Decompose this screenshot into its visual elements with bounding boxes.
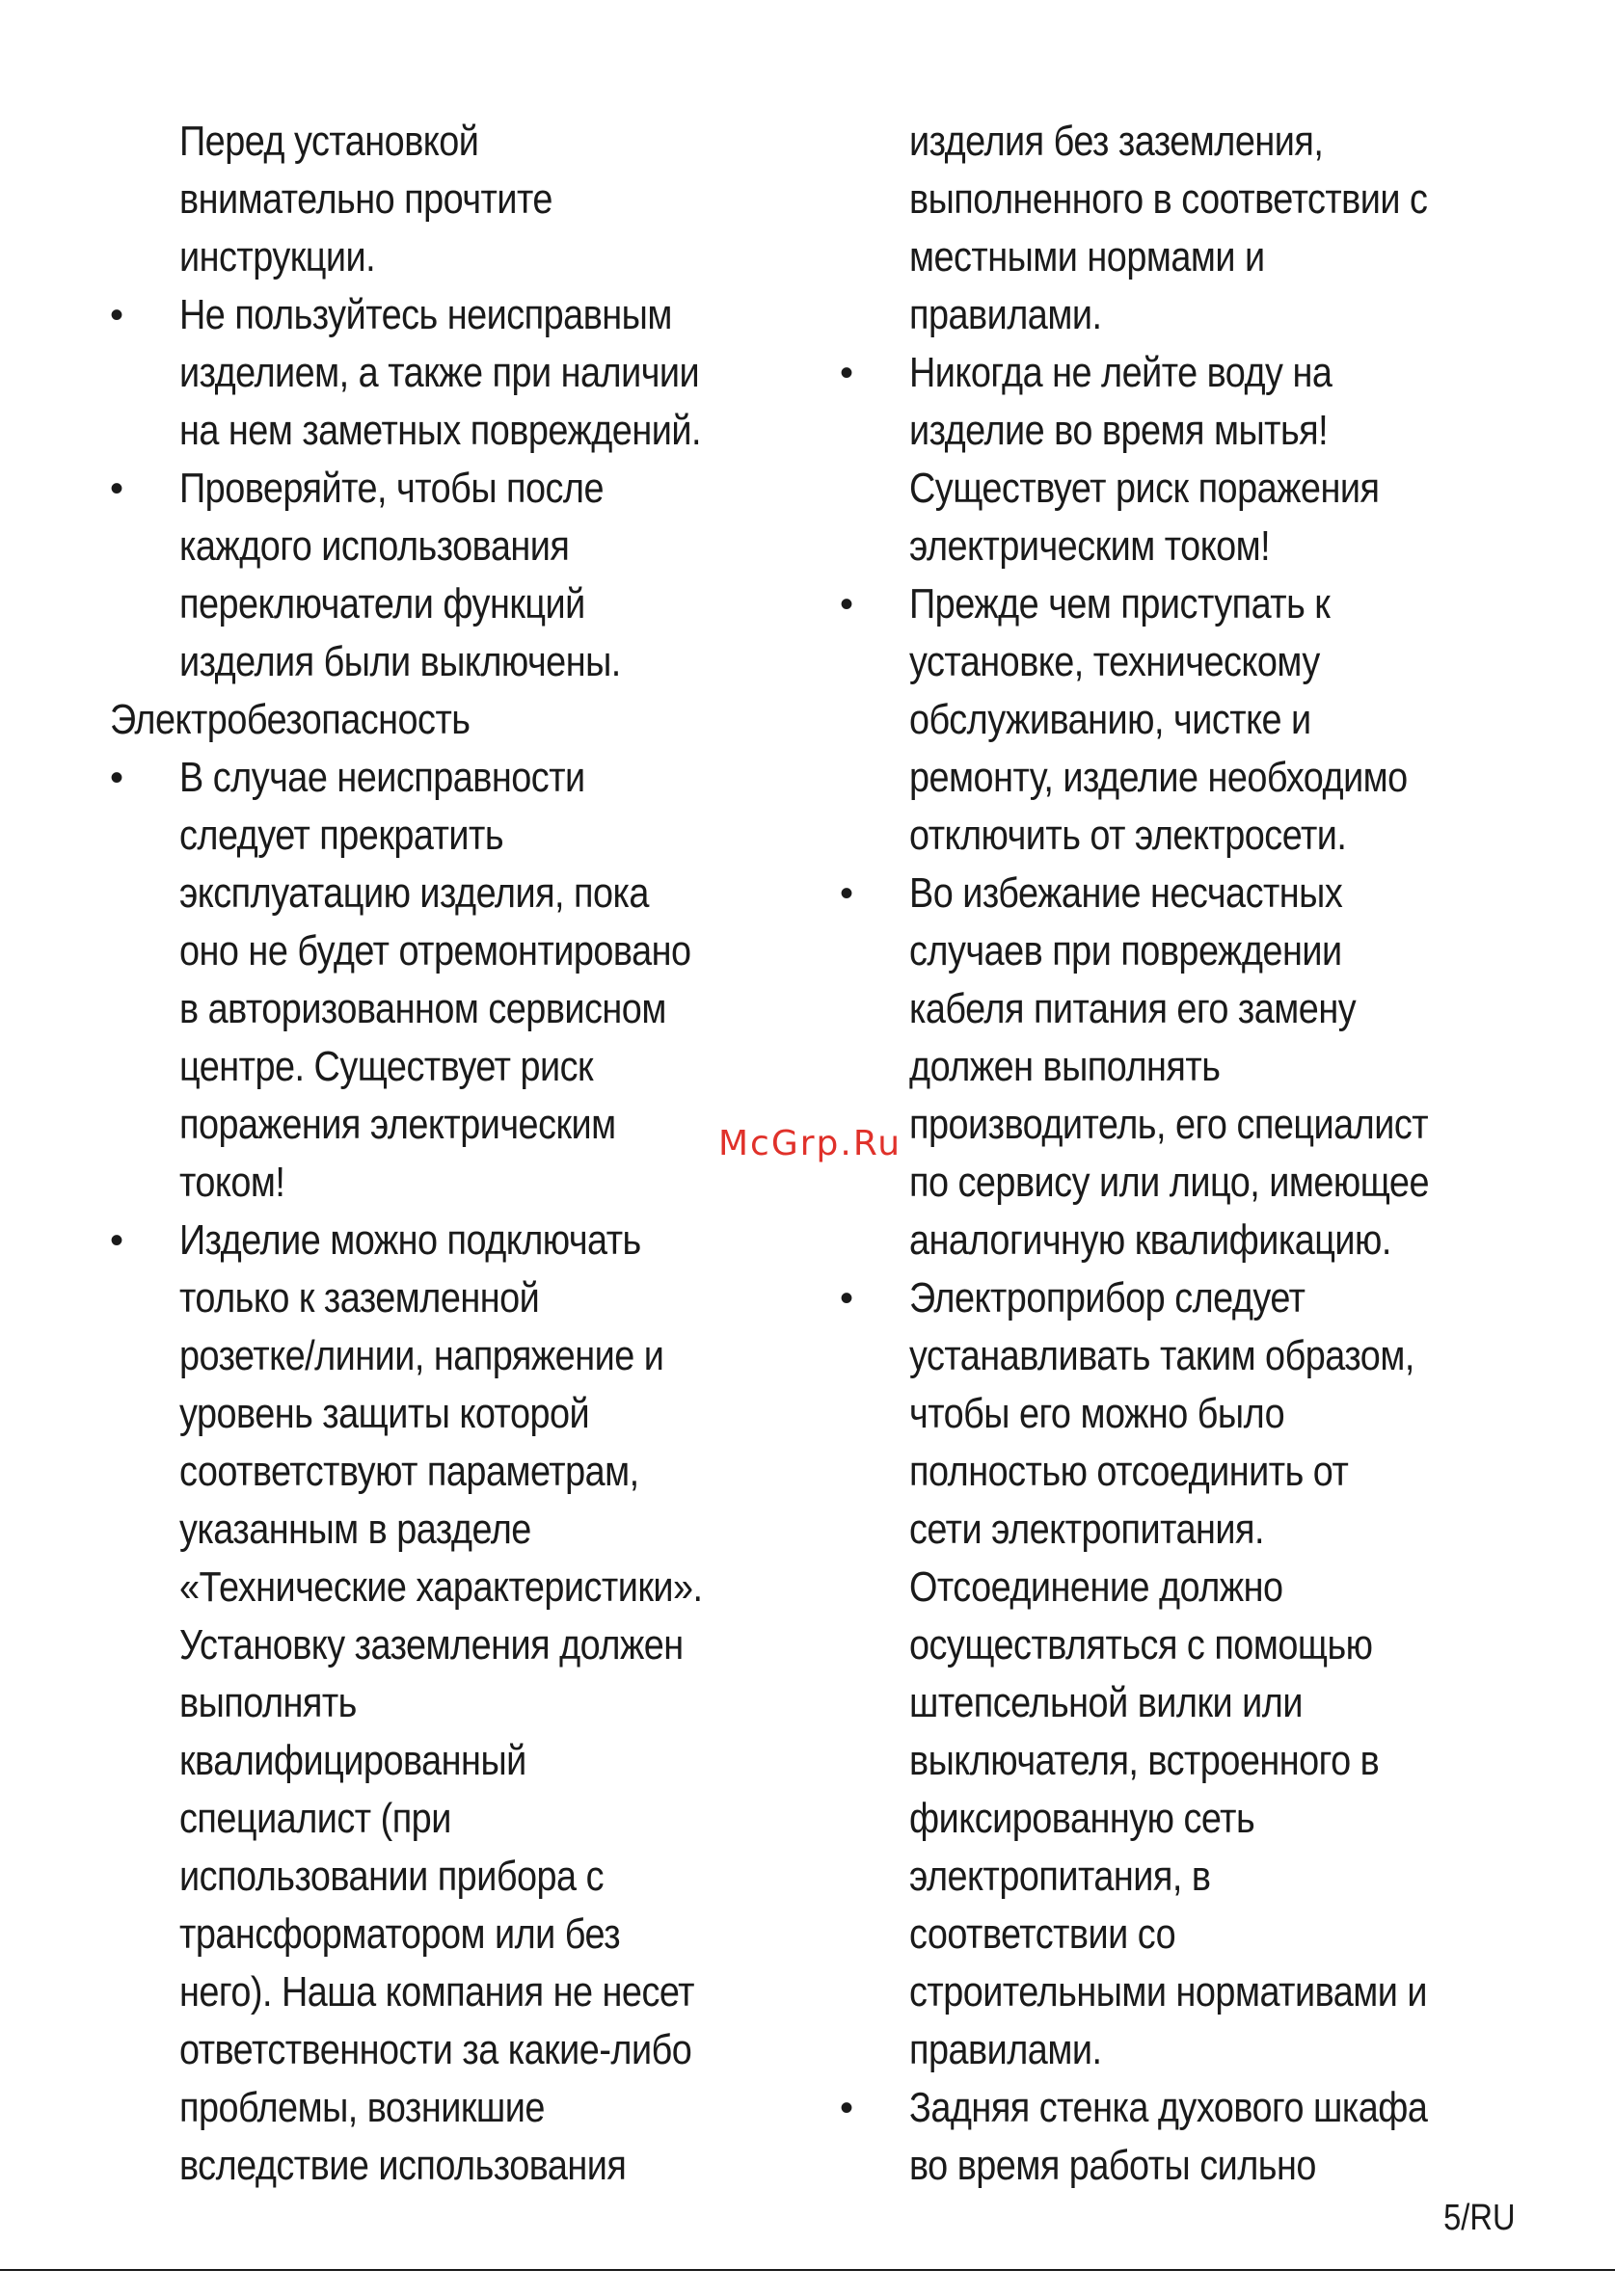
text-line: квалифицированный xyxy=(179,1737,526,1784)
text-line: строительными нормативами и xyxy=(909,1968,1428,2016)
text-line: ремонту, изделие необходимо xyxy=(909,754,1408,801)
text-line: Задняя стенка духового шкафа xyxy=(909,2084,1428,2131)
bullet-icon: • xyxy=(110,467,124,510)
text-line: устанавливать таким образом, xyxy=(909,1332,1414,1379)
bullet-icon: • xyxy=(840,1277,854,1320)
text-line: выключателя, встроенного в xyxy=(909,1737,1380,1784)
bullet-icon: • xyxy=(110,294,124,336)
text-line: изделия были выключены. xyxy=(179,638,621,685)
text-line: Не пользуйтесь неисправным xyxy=(179,291,672,338)
text-line: внимательно прочтите xyxy=(179,175,552,223)
text-line: Проверяйте, чтобы после xyxy=(179,465,604,512)
text-line: следует прекратить xyxy=(179,812,504,859)
text-line: штепсельной вилки или xyxy=(909,1679,1303,1726)
text-line: эксплуатацию изделия, пока xyxy=(179,869,649,917)
text-line: выполнять xyxy=(179,1679,357,1726)
text-line: сети электропитания. xyxy=(909,1506,1264,1553)
text-line: аналогичную квалификацию. xyxy=(909,1216,1391,1264)
text-line: Во избежание несчастных xyxy=(909,869,1343,917)
text-line: случаев при повреждении xyxy=(909,927,1342,974)
bullet-icon: • xyxy=(110,757,124,799)
text-line: чтобы его можно было xyxy=(909,1390,1285,1437)
bullet-icon: • xyxy=(110,1219,124,1262)
bottom-divider xyxy=(0,2269,1615,2271)
section-heading: Электробезопасность xyxy=(110,696,471,743)
text-line: проблемы, возникшие xyxy=(179,2084,545,2131)
text-line: электрическим током! xyxy=(909,522,1271,570)
text-line: вследствие использования xyxy=(179,2142,627,2189)
text-line: Изделие можно подключать xyxy=(179,1216,641,1264)
text-line: переключатели функций xyxy=(179,580,585,627)
text-line: выполненного в соответствии с xyxy=(909,175,1428,223)
text-line: изделием, а также при наличии xyxy=(179,349,700,396)
text-line: указанным в разделе xyxy=(179,1506,531,1553)
text-line: электропитания, в xyxy=(909,1853,1211,1900)
text-line: Перед установкой xyxy=(179,118,479,165)
text-line: Отсоединение должно xyxy=(909,1563,1283,1611)
text-line: «Технические характеристики». xyxy=(179,1563,703,1611)
text-line: оно не будет отремонтировано xyxy=(179,927,691,974)
text-line: во время работы сильно xyxy=(909,2142,1316,2189)
text-line: изделие во время мытья! xyxy=(909,407,1329,454)
text-line: ответственности за какие-либо xyxy=(179,2026,692,2073)
text-line: должен выполнять xyxy=(909,1043,1221,1090)
bullet-icon: • xyxy=(840,352,854,394)
bullet-icon: • xyxy=(840,583,854,626)
bullet-icon: • xyxy=(840,2087,854,2129)
text-line: током! xyxy=(179,1159,285,1206)
text-line: специалист (при xyxy=(179,1795,451,1842)
text-line: Установку заземления должен xyxy=(179,1621,684,1669)
text-line: Никогда не лейте воду на xyxy=(909,349,1332,396)
text-line: правилами. xyxy=(909,291,1102,338)
text-line: Электроприбор следует xyxy=(909,1274,1305,1322)
text-line: фиксированную сеть xyxy=(909,1795,1255,1842)
text-line: каждого использования xyxy=(179,522,570,570)
text-line: на нем заметных повреждений. xyxy=(179,407,701,454)
text-line: кабеля питания его замену xyxy=(909,985,1357,1032)
text-line: обслуживанию, чистке и xyxy=(909,696,1311,743)
text-line: поражения электрическим xyxy=(179,1101,616,1148)
text-line: центре. Существует риск xyxy=(179,1043,594,1090)
text-line: использовании прибора с xyxy=(179,1853,604,1900)
text-line: в авторизованном сервисном xyxy=(179,985,666,1032)
text-line: производитель, его специалист xyxy=(909,1101,1429,1148)
text-line: по сервису или лицо, имеющее xyxy=(909,1159,1429,1206)
text-line: В случае неисправности xyxy=(179,754,585,801)
text-line: только к заземленной xyxy=(179,1274,540,1322)
watermark: McGrp.Ru xyxy=(718,1124,902,1163)
text-line: Прежде чем приступать к xyxy=(909,580,1331,627)
text-line: полностью отсоединить от xyxy=(909,1448,1349,1495)
text-line: уровень защиты которой xyxy=(179,1390,590,1437)
text-line: местными нормами и xyxy=(909,233,1265,280)
text-line: инструкции. xyxy=(179,233,376,280)
text-line: соответствуют параметрам, xyxy=(179,1448,639,1495)
text-line: установке, техническому xyxy=(909,638,1320,685)
text-line: осуществляться с помощью xyxy=(909,1621,1373,1669)
text-line: правилами. xyxy=(909,2026,1102,2073)
text-line: изделия без заземления, xyxy=(909,118,1324,165)
page-number: 5/RU xyxy=(1443,2198,1516,2238)
text-line: соответствии со xyxy=(909,1910,1176,1958)
text-line: него). Наша компания не несет xyxy=(179,1968,694,2016)
bullet-icon: • xyxy=(840,872,854,915)
text-line: отключить от электросети. xyxy=(909,812,1347,859)
text-line: Существует риск поражения xyxy=(909,465,1380,512)
text-line: трансформатором или без xyxy=(179,1910,621,1958)
text-line: розетке/линии, напряжение и xyxy=(179,1332,664,1379)
